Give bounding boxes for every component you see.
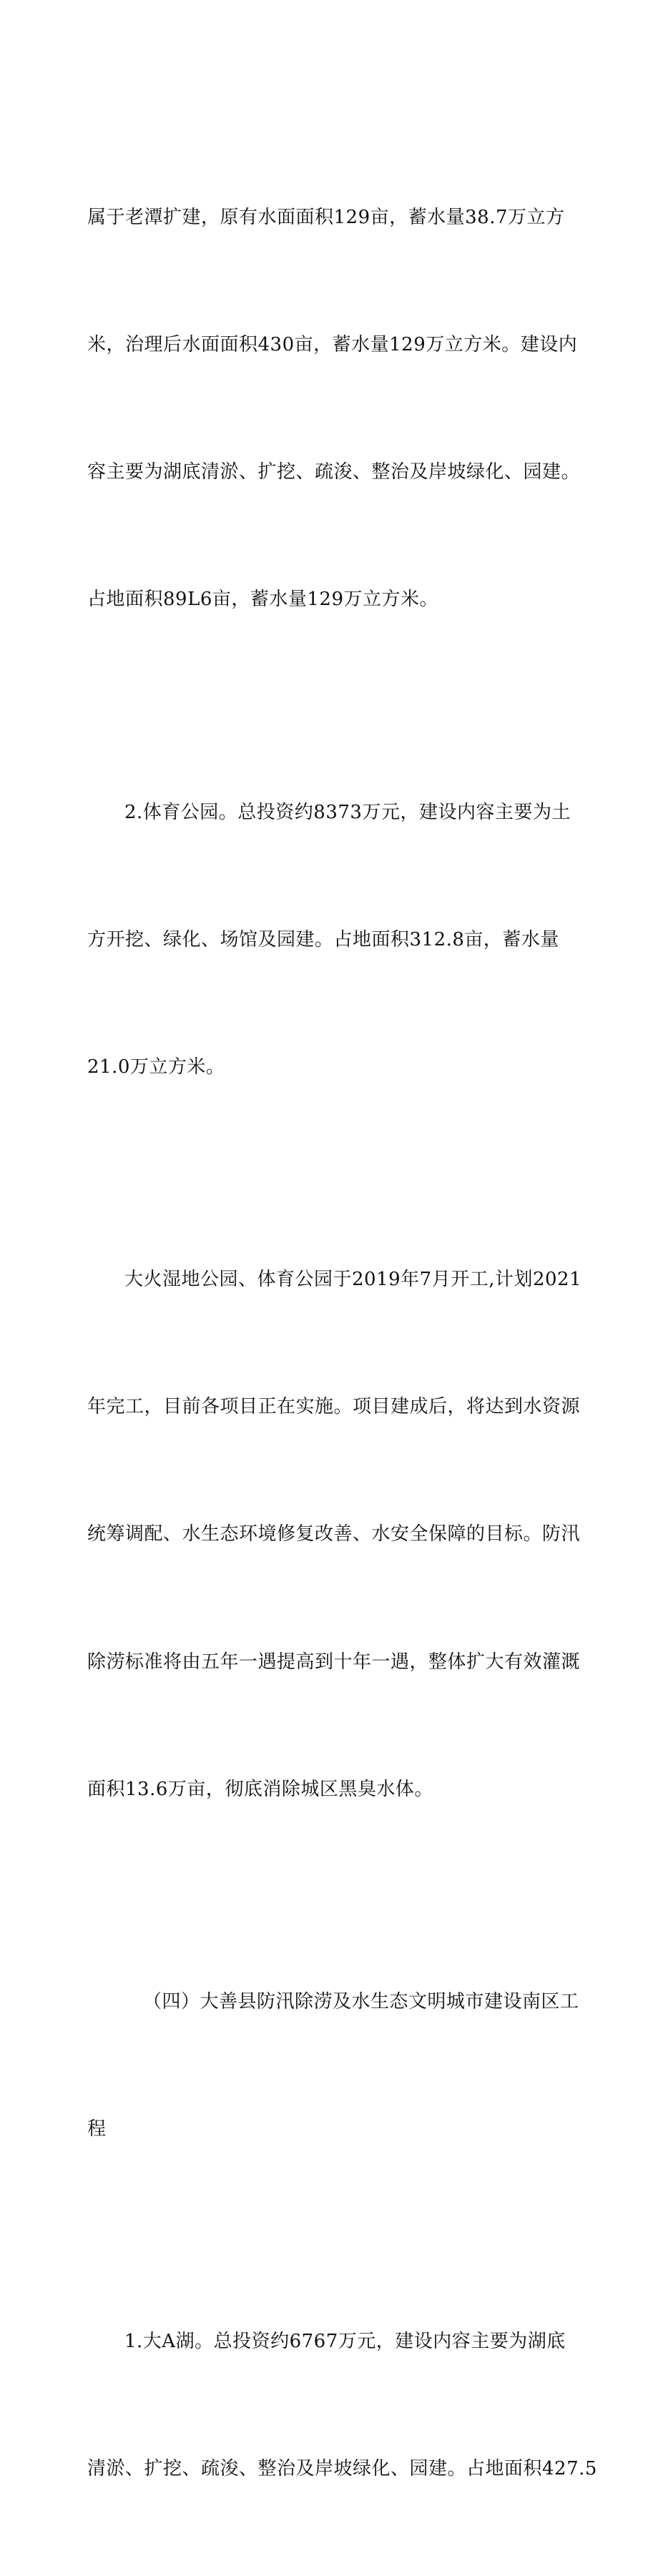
text-line: 2.体育公园。总投资约8373万元，建设内容主要为土 <box>124 801 571 823</box>
text-line: 清淤、扩挖、疏浚、整治及岸坡绿化、园建。占地面积427.5 <box>87 2458 597 2480</box>
text-line: 除涝标准将由五年一遇提高到十年一遇，整体扩大有效灌溉 <box>87 1651 581 1673</box>
text-line: 1.大A湖。总投资约6767万元，建设内容主要为湖底 <box>124 2331 566 2353</box>
heading-line: 程 <box>87 2118 107 2140</box>
text-line: 面积13.6万亩，彻底消除城区黑臭水体。 <box>87 1778 433 1800</box>
text-line: 方开挖、绿化、场馆及园建。占地面积312.8亩，蓄水量 <box>87 928 559 950</box>
text-line: 米，治理后水面面积430亩，蓄水量129万立方米。建设内 <box>87 334 578 356</box>
paragraph-3 <box>87 1174 581 1896</box>
text-line: 统筹调配、水生态环境修复改善、水安全保障的目标。防汛 <box>87 1523 581 1545</box>
text-line: 21.0万立方米。 <box>87 1056 225 1078</box>
text-line: 大火湿地公园、体育公园于2019年7月开工,计划2021 <box>124 1268 582 1290</box>
text-line: 年完工，目前各项目正在实施。项目建成后，将达到水资源 <box>87 1396 581 1418</box>
text-line: 占地面积89L6亩，蓄水量129万立方米。 <box>87 589 439 611</box>
heading-line: （四）大善县防汛除涝及水生态文明城市建设南区工 <box>143 1990 579 2012</box>
section-heading <box>87 1896 581 2236</box>
paragraph-2 <box>87 707 581 1174</box>
paragraph-1 <box>87 112 581 707</box>
text-line: 属于老潭扩建，原有水面面积129亩，蓄水量38.7万立方 <box>87 206 565 228</box>
document-body <box>87 112 597 2576</box>
text-line: 容主要为湖底清淤、扩挖、疏浚、整治及岸坡绿化、园建。 <box>87 461 581 483</box>
paragraph-5 <box>87 2236 597 2575</box>
